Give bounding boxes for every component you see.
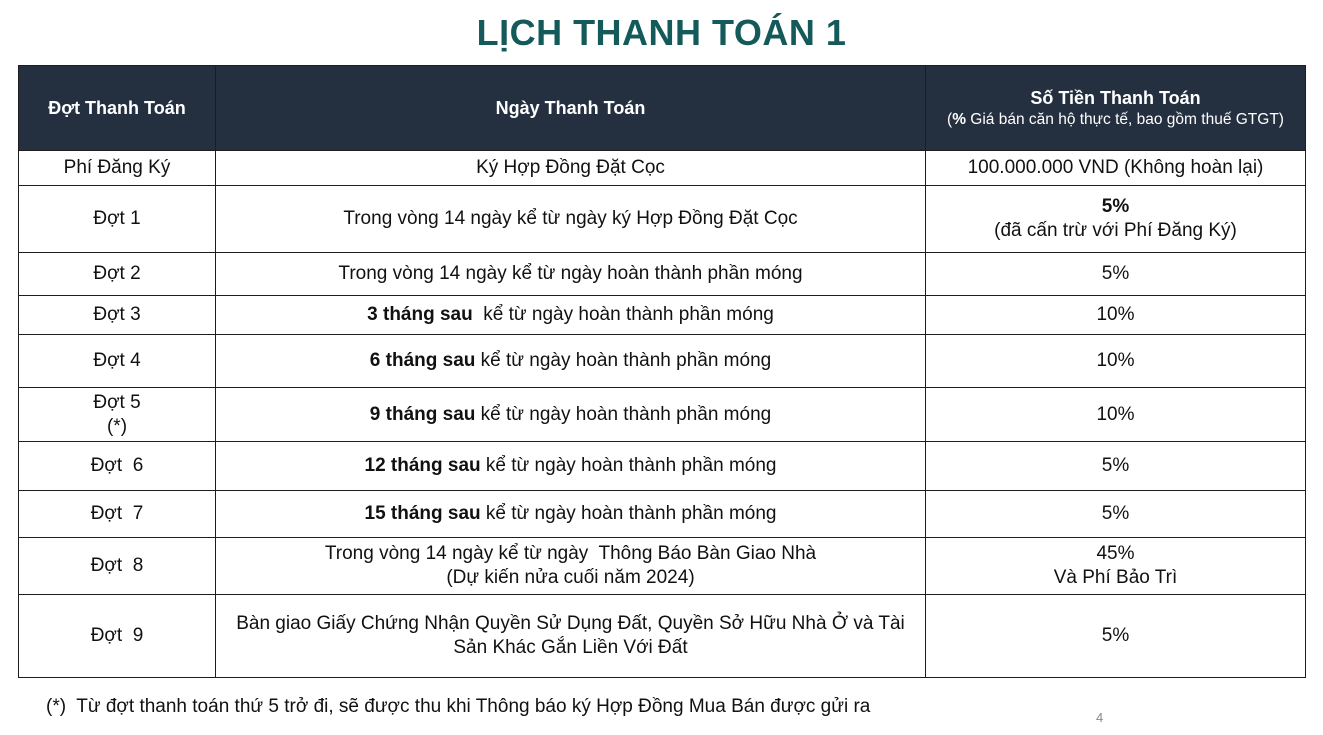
date-rest: kể từ ngày hoàn thành phần móng: [475, 350, 772, 371]
amount-cell: 5%: [926, 491, 1306, 538]
page-title: LỊCH THANH TOÁN 1: [476, 12, 847, 53]
date-note: Sản Khác Gắn Liền Với Đất: [453, 637, 688, 658]
date-rest: kể từ ngày hoàn thành phần móng: [475, 403, 772, 425]
header-date: Ngày Thanh Toán: [216, 66, 926, 151]
date-bold: 12 tháng sau: [364, 455, 481, 476]
payment-schedule-table: [18, 65, 1306, 678]
phase-cell: Đợt 8: [19, 538, 216, 595]
header-amount-sub-text: Giá bán căn hộ thực tế, bao gồm thuế GTGT): [966, 111, 1284, 128]
phase-cell: [19, 388, 216, 442]
table-row: [19, 442, 1306, 491]
header-amount-main: Số Tiền Thanh Toán: [1030, 88, 1201, 108]
amount-cell: 10%: [926, 335, 1306, 388]
header-amount-sub-bold: %: [952, 111, 966, 128]
header-amount-sub: [930, 110, 1301, 130]
date-line: Bàn giao Giấy Chứng Nhận Quyền Sử Dụng Đất, Quyền Sở Hữu Nhà Ở và Tài: [236, 613, 905, 634]
amount-cell: 5%: [926, 253, 1306, 296]
phase-cell: Đợt 2: [19, 253, 216, 296]
table-row: [19, 538, 1306, 595]
table-row: [19, 186, 1306, 253]
amount-cell: 5%: [926, 442, 1306, 491]
date-cell: [216, 595, 926, 678]
date-cell: Ký Hợp Đồng Đặt Cọc: [216, 151, 926, 186]
table-row: [19, 335, 1306, 388]
date-bold: 3 tháng sau: [367, 304, 473, 325]
table-row: [19, 151, 1306, 186]
date-cell: Trong vòng 14 ngày kể từ ngày hoàn thành phần móng: [216, 253, 926, 296]
amount-cell: 5%: [926, 595, 1306, 678]
date-cell: [216, 335, 926, 388]
date-line: Trong vòng 14 ngày kể từ ngày Thông Báo Bàn Giao Nhà: [324, 543, 817, 564]
phase-note: (*): [106, 415, 128, 437]
date-cell: [216, 491, 926, 538]
date-rest: kể từ ngày hoàn thành phần móng: [480, 503, 777, 524]
phase-cell: Đợt 1: [19, 186, 216, 253]
date-note: (Dự kiến nửa cuối năm 2024): [446, 567, 695, 588]
date-bold: 15 tháng sau: [364, 503, 481, 524]
amount-note: (đã cấn trừ với Phí Đăng Ký): [994, 220, 1237, 241]
phase-cell: Đợt 3: [19, 296, 216, 335]
table-row: [19, 253, 1306, 296]
phase-cell: Đợt 4: [19, 335, 216, 388]
header-phase: Đợt Thanh Toán: [19, 66, 216, 151]
table-row: [19, 595, 1306, 678]
phase-label: Đợt 5: [93, 391, 141, 413]
date-cell: Trong vòng 14 ngày kể từ ngày ký Hợp Đồng Đặt Cọc: [216, 186, 926, 253]
phase-cell: Đợt 9: [19, 595, 216, 678]
date-bold: 6 tháng sau: [369, 350, 476, 371]
amount-note: Và Phí Bảo Trì: [1053, 567, 1178, 588]
phase-cell: Đợt 6: [19, 442, 216, 491]
page-number: 4: [1096, 710, 1104, 725]
table-row: [19, 296, 1306, 335]
amount-value: 45%: [1096, 543, 1135, 564]
header-amount: [926, 66, 1306, 151]
footnote: (*) Từ đợt thanh toán thứ 5 trở đi, sẽ được thu khi Thông báo ký Hợp Đồng Mua Bán được gửi ra: [46, 696, 871, 717]
table-header-row: [19, 66, 1306, 151]
table-row: [19, 388, 1306, 442]
phase-cell: Đợt 7: [19, 491, 216, 538]
date-rest: kể từ ngày hoàn thành phần móng: [480, 455, 777, 476]
amount-cell: [926, 186, 1306, 253]
date-cell: [216, 388, 926, 442]
date-rest: kể từ ngày hoàn thành phần móng: [472, 304, 774, 325]
header-amount-sub-open: (: [947, 111, 953, 128]
amount-cell: 100.000.000 VND (Không hoàn lại): [926, 151, 1306, 186]
table-row: [19, 491, 1306, 538]
amount-value: 5%: [1101, 196, 1130, 217]
phase-cell: Phí Đăng Ký: [19, 151, 216, 186]
date-cell: [216, 442, 926, 491]
date-cell: [216, 538, 926, 595]
date-cell: [216, 296, 926, 335]
amount-cell: 10%: [926, 388, 1306, 442]
amount-cell: 10%: [926, 296, 1306, 335]
date-bold: 9 tháng sau: [369, 403, 476, 425]
amount-cell: [926, 538, 1306, 595]
